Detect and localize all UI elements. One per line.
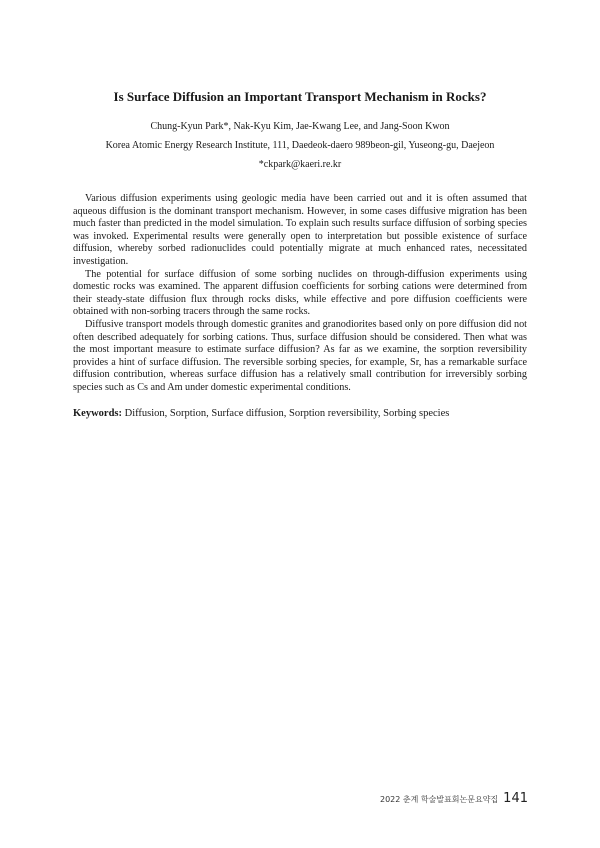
author-list: Chung-Kyun Park*, Nak-Kyu Kim, Jae-Kwang Lee, and Jang-Soon Kwon — [150, 121, 450, 132]
abstract-paragraph-3: Diffusive transport models through domestic granites and granodiorites based only on pore diffusion did not often described adequately for sorbing cations. Thus, surface diffusion should be considered. Then what was the most important measure to estimate surface diffusion? As far as we examine, the sorption reversibility provides a hint of surface diffusion. The reversible sorbing species, for example, Sr, has a remarkable surface diffusion contribution, whereas surface diffusion has a relatively small contribution for irreversibly sorbing species such as Cs and Am under domestic experimental conditions. — [73, 318, 527, 393]
paper-title: Is Surface Diffusion an Important Transport Mechanism in Rocks? — [113, 89, 487, 104]
abstract-body — [73, 193, 527, 395]
abstract-paragraph-2: The potential for surface diffusion of some sorbing nuclides on through-diffusion experiments using domestic rocks was examined. The apparent diffusion coefficients for sorbing cations were determined from their steady-state diffusion flux through rocks disks, while effective and pore diffusion coefficients were obtained with non-sorbing tracers through the same rocks. — [73, 268, 527, 318]
proceedings-name: 2022 춘계 학술발표회논문요약집 — [379, 795, 499, 804]
corresponding-email: *ckpark@kaeri.re.kr — [258, 159, 342, 170]
keywords-list: Diffusion, Sorption, Surface diffusion, Sorption reversibility, Sorbing species — [124, 408, 450, 419]
keywords-line — [73, 407, 533, 420]
affiliation: Korea Atomic Energy Research Institute, 111, Daedeok-daero 989beon-gil, Yuseong-gu, Daejeon — [105, 140, 495, 151]
keywords-label: Keywords: — [73, 408, 122, 419]
page-footer — [380, 791, 528, 806]
page-number: 141 — [503, 791, 528, 806]
abstract-paragraph-1: Various diffusion experiments using geologic media have been carried out and it is often assumed that aqueous diffusion is the dominant transport mechanism. However, in some cases diffusive migration has been much faster than predicted in the model simulation. To explain such results surface diffusion of sorbing species was invoked. Experimental results were generally open to interpretation but possible existence of surface diffusion, whereby sorbed radionuclides could potentially migrate at much enhanced rates, necessitated investigation. — [73, 193, 527, 267]
